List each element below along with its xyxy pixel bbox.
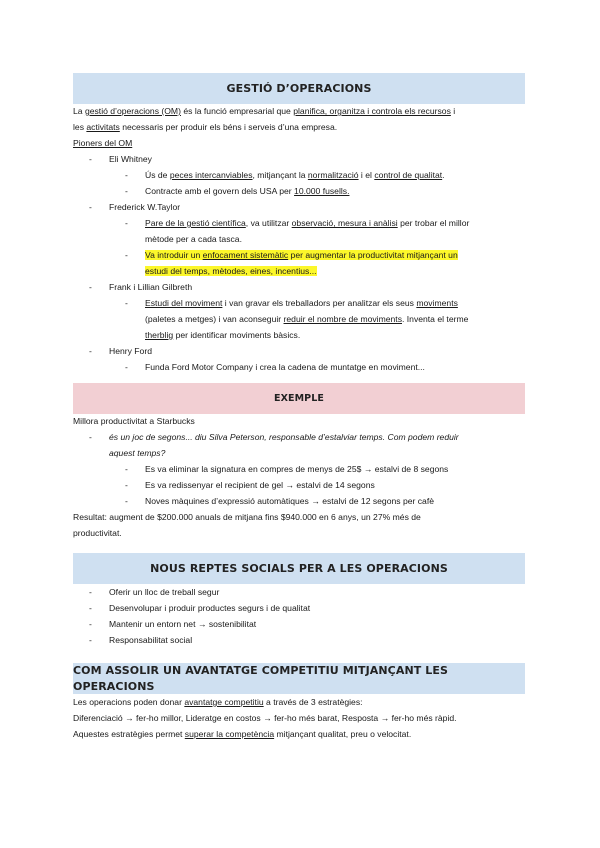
example-quote-line-1: és un joc de segons... diu Silva Peterson, responsable d’estalviar temps. Com podem reduir — [109, 432, 459, 442]
intro-line-1: La gestió d’operacions (OM) és la funció empresarial que planifica, organitza i controla els recursos i — [73, 106, 456, 116]
example-quote-line-2: aquest temps? — [109, 448, 166, 458]
example-intro: Millora productivitat a Starbucks — [73, 416, 195, 426]
bullet-dash: - — [89, 154, 92, 164]
list-item: Responsabilitat social — [109, 635, 193, 645]
ford-point-1: Funda Ford Motor Company i crea la cadena de muntatge en moviment... — [145, 362, 425, 372]
sub-bullet-dash: - — [125, 250, 128, 260]
example-saving-1: Es va eliminar la signatura en compres de menys de 25$ → estalvi de 8 segons — [145, 464, 449, 474]
list-item: Mantenir un entorn net → sostenibilitat — [109, 619, 257, 629]
pioneers-label: Pioners del OM — [73, 138, 133, 148]
taylor-point-2-line-2: estudi del temps, mètodes, eines, incentius... — [145, 266, 317, 276]
bullet-dash: - — [89, 587, 92, 597]
gilbreth-point-line-2: (paletes a metges) i van aconseguir reduir el nombre de moviments. Inventa el terme — [145, 314, 469, 324]
taylor-point-2-line-1: Va introduir un enfocament sistemàtic per augmentar la productivitat mitjançant un — [145, 250, 458, 260]
section-title: COM ASSOLIR UN AVANTATGE COMPETITIU MITJANÇANT LES OPERACIONS — [73, 664, 449, 693]
sub-bullet-dash: - — [125, 170, 128, 180]
bullet-dash: - — [89, 635, 92, 645]
whitney-point-1: Ús de peces intercanviables, mitjançant la normalització i el control de qualitat. — [145, 170, 445, 180]
bullet-dash: - — [89, 432, 92, 442]
example-saving-3: Noves màquines d’expressió automàtiques → estalvi de 12 segons per cafè — [145, 496, 435, 506]
advantage-line-1: Les operacions poden donar avantatge competitiu a través de 3 estratègies: — [73, 697, 363, 707]
bullet-dash: - — [89, 603, 92, 613]
example-result-line-1: Resultat: augment de $200.000 anuals de mitjana fins $940.000 en 6 anys, un 27% més de — [73, 512, 421, 522]
gilbreth-point-line-3: therblig per identificar moviments bàsics. — [145, 330, 301, 340]
taylor-point-1-line-1: Pare de la gestió científica, va utilitzar observació, mesura i anàlisi per trobar el millor — [145, 218, 470, 228]
bullet-dash: - — [89, 619, 92, 629]
section-header-social-challenges — [73, 553, 525, 584]
bullet-dash: - — [89, 346, 92, 356]
pioneer-name-ford: Henry Ford — [109, 346, 152, 356]
example-saving-2: Es va redissenyar el recipient de gel → estalvi de 14 segons — [145, 480, 375, 490]
section-header-operations-management — [73, 73, 525, 104]
sub-bullet-dash: - — [125, 480, 128, 490]
whitney-point-2: Contracte amb el govern dels USA per 10.000 fusells. — [145, 186, 350, 196]
pioneer-name-taylor: Frederick W.Taylor — [109, 202, 181, 212]
list-item: Desenvolupar i produir productes segurs i de qualitat — [109, 603, 311, 613]
section-title: NOUS REPTES SOCIALS PER A LES OPERACIONS — [150, 561, 448, 575]
sub-bullet-dash: - — [125, 218, 128, 228]
gilbreth-point-line-1: Estudi del moviment i van gravar els treballadors per analitzar els seus moviments — [145, 298, 458, 308]
example-result-line-2: productivitat. — [73, 528, 122, 538]
section-header-competitive-advantage — [73, 663, 525, 694]
pioneer-name-whitney: Eli Whitney — [109, 154, 152, 164]
bullet-dash: - — [89, 282, 92, 292]
sub-bullet-dash: - — [125, 496, 128, 506]
sub-bullet-dash: - — [125, 362, 128, 372]
section-header-example — [73, 383, 525, 414]
pioneer-name-gilbreth: Frank i Lillian Gilbreth — [109, 282, 193, 292]
intro-line-2: les activitats necessaris per produir els béns i serveis d’una empresa. — [73, 122, 338, 132]
bullet-dash: - — [89, 202, 92, 212]
sub-bullet-dash: - — [125, 464, 128, 474]
sub-bullet-dash: - — [125, 298, 128, 308]
sub-bullet-dash: - — [125, 186, 128, 196]
advantage-line-2: Diferenciació → fer-ho millor, Lideratge en costos → fer-ho més barat, Resposta → fer-ho més ràpid. — [73, 713, 457, 723]
advantage-line-3: Aquestes estratègies permet superar la competència mitjançant qualitat, preu o velocitat. — [73, 729, 412, 739]
section-title: GESTIÓ D’OPERACIONS — [226, 81, 372, 95]
list-item: Oferir un lloc de treball segur — [109, 587, 220, 597]
section-title: EXEMPLE — [274, 392, 324, 404]
taylor-point-1-line-2: mètode per a cada tasca. — [145, 234, 242, 244]
